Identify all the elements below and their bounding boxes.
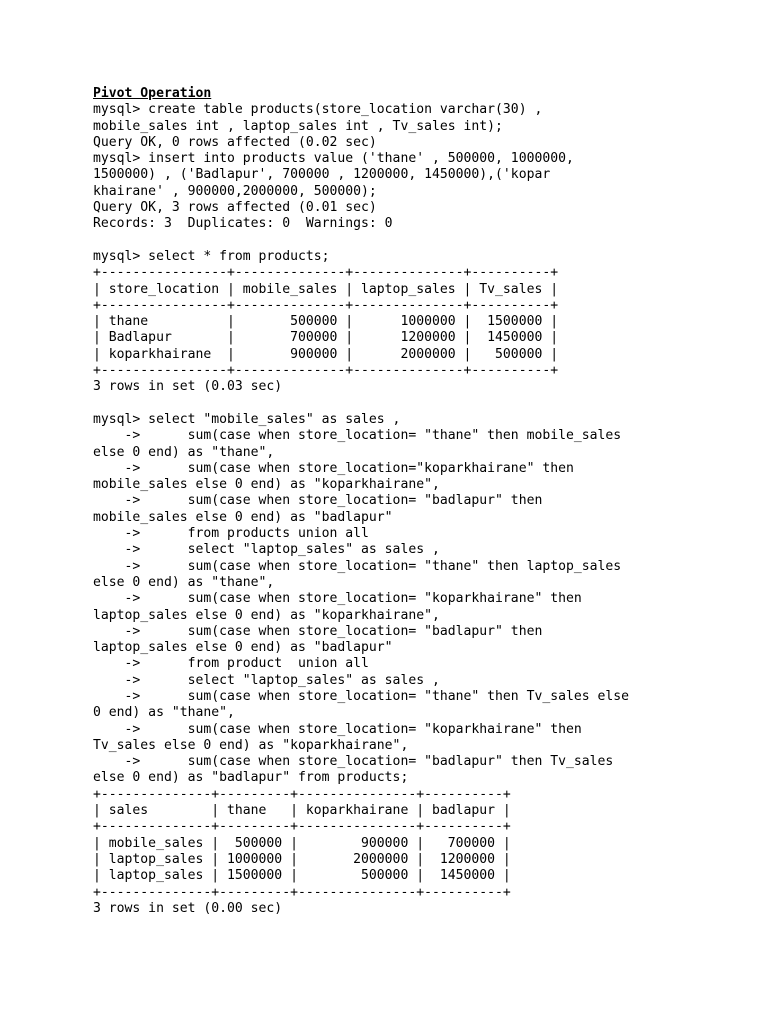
transcript-line: -> sum(case when store_location= "koparkhairane" then bbox=[93, 591, 582, 607]
document-content bbox=[93, 86, 733, 917]
transcript-line: khairane' , 900000,2000000, 500000); bbox=[93, 183, 377, 199]
transcript-line: 0 end) as "thane", bbox=[93, 705, 235, 721]
transcript-line: +----------------+--------------+--------------+----------+ bbox=[93, 363, 559, 379]
transcript-line: -> from products union all bbox=[93, 526, 369, 542]
transcript-line: mobile_sales else 0 end) as "koparkhairane", bbox=[93, 477, 440, 493]
transcript-line: mobile_sales else 0 end) as "badlapur" bbox=[93, 509, 393, 525]
transcript-line: | thane | 500000 | 1000000 | 1500000 | bbox=[93, 314, 559, 330]
transcript-line: +--------------+---------+---------------+----------+ bbox=[93, 819, 511, 835]
transcript-line: Tv_sales else 0 end) as "koparkhairane", bbox=[93, 737, 409, 753]
transcript-line: | Badlapur | 700000 | 1200000 | 1450000 | bbox=[93, 330, 559, 346]
transcript-line: | sales | thane | koparkhairane | badlapur | bbox=[93, 803, 511, 819]
transcript-line: -> select "laptop_sales" as sales , bbox=[93, 542, 440, 558]
transcript-line: else 0 end) as "thane", bbox=[93, 444, 275, 460]
transcript-line bbox=[93, 396, 733, 412]
transcript-line: laptop_sales else 0 end) as "koparkhairane", bbox=[93, 607, 440, 623]
transcript-line: mysql> select * from products; bbox=[93, 248, 330, 264]
transcript-line: -> sum(case when store_location="koparkhairane" then bbox=[93, 460, 574, 476]
transcript-line: else 0 end) as "thane", bbox=[93, 574, 275, 590]
transcript-line: | mobile_sales | 500000 | 900000 | 700000 | bbox=[93, 835, 511, 851]
transcript-line: -> sum(case when store_location= "badlapur" then bbox=[93, 493, 543, 509]
transcript-line: | laptop_sales | 1500000 | 500000 | 1450000 | bbox=[93, 868, 511, 884]
transcript-line: laptop_sales else 0 end) as "badlapur" bbox=[93, 640, 393, 656]
transcript-line: +--------------+---------+---------------+----------+ bbox=[93, 884, 511, 900]
transcript-line: -> from product union all bbox=[93, 656, 369, 672]
transcript-line: 3 rows in set (0.00 sec) bbox=[93, 900, 283, 916]
transcript-line: Query OK, 3 rows affected (0.01 sec) bbox=[93, 200, 377, 216]
transcript-line: -> sum(case when store_location= "badlapur" then bbox=[93, 623, 543, 639]
transcript-line: | koparkhairane | 900000 | 2000000 | 500000 | bbox=[93, 346, 559, 362]
transcript-line: mysql> insert into products value ('thane' , 500000, 1000000, bbox=[93, 151, 574, 167]
transcript-line: 3 rows in set (0.03 sec) bbox=[93, 379, 283, 395]
transcript-line: -> sum(case when store_location= "badlapur" then Tv_sales bbox=[93, 754, 614, 770]
transcript-line: +--------------+---------+---------------+----------+ bbox=[93, 786, 511, 802]
document-title: Pivot Operation bbox=[93, 86, 212, 101]
transcript-line: -> select "laptop_sales" as sales , bbox=[93, 672, 440, 688]
transcript-line: else 0 end) as "badlapur" from products; bbox=[93, 770, 409, 786]
transcript-line: Records: 3 Duplicates: 0 Warnings: 0 bbox=[93, 216, 393, 232]
transcript-line: +----------------+--------------+--------------+----------+ bbox=[93, 297, 559, 313]
transcript-line: mysql> create table products(store_location varchar(30) , bbox=[93, 102, 543, 118]
transcript-line: mobile_sales int , laptop_sales int , Tv_sales int); bbox=[93, 118, 503, 134]
transcript-line: -> sum(case when store_location= "koparkhairane" then bbox=[93, 721, 582, 737]
transcript-line: | store_location | mobile_sales | laptop_sales | Tv_sales | bbox=[93, 281, 559, 297]
transcript-line: -> sum(case when store_location= "thane" then mobile_sales bbox=[93, 428, 622, 444]
transcript-line: -> sum(case when store_location= "thane" then laptop_sales bbox=[93, 558, 622, 574]
terminal-transcript bbox=[93, 102, 733, 917]
transcript-line: | laptop_sales | 1000000 | 2000000 | 1200000 | bbox=[93, 851, 511, 867]
transcript-line: 1500000) , ('Badlapur', 700000 , 1200000, 1450000),('kopar bbox=[93, 167, 551, 183]
transcript-line: Query OK, 0 rows affected (0.02 sec) bbox=[93, 134, 377, 150]
transcript-line bbox=[93, 233, 733, 249]
transcript-line: -> sum(case when store_location= "thane" then Tv_sales else bbox=[93, 688, 630, 704]
transcript-line: +----------------+--------------+--------------+----------+ bbox=[93, 265, 559, 281]
transcript-line: mysql> select "mobile_sales" as sales , bbox=[93, 411, 401, 427]
